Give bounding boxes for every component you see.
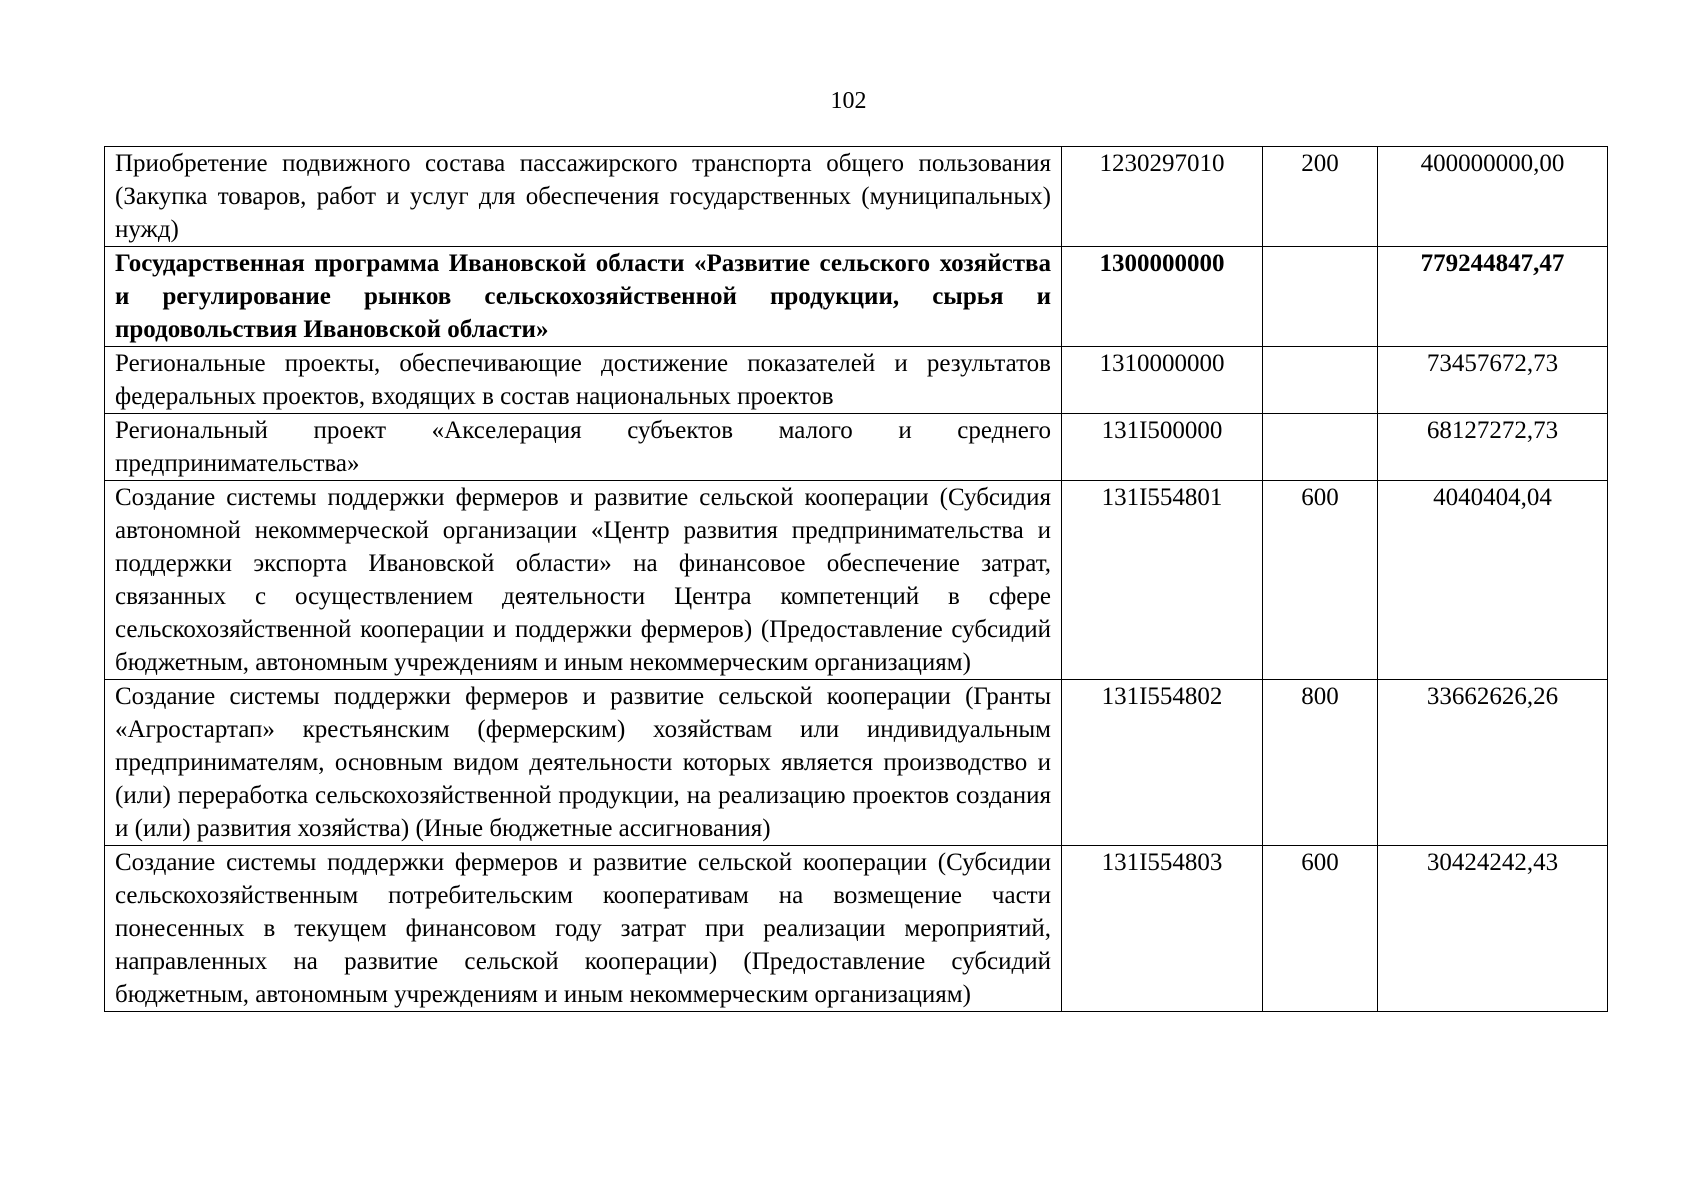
expense-type-cell: 800 bbox=[1263, 680, 1378, 846]
budget-table bbox=[104, 146, 1608, 1012]
expense-name-cell: Региональные проекты, обеспечивающие достижение показателей и результатов федеральных проектов, входящих в состав национальных проектов bbox=[105, 347, 1062, 414]
expense-name-cell: Региональный проект «Акселерация субъектов малого и среднего предпринимательства» bbox=[105, 414, 1062, 481]
expense-name-cell: Государственная программа Ивановской области «Развитие сельского хозяйства и регулирование рынков сельскохозяйственной продукции, сырья и продовольствия Ивановской области» bbox=[105, 247, 1062, 347]
target-code-cell: 131I554801 bbox=[1062, 481, 1263, 680]
table-row bbox=[105, 147, 1608, 247]
expense-name-cell: Создание системы поддержки фермеров и развитие сельской кооперации (Субсидия автономной некоммерческой организации «Центр развития предпринимательства и поддержки экспорта Ивановской области» на финансовое обеспечение затрат, связанных с осуществлением деятельности Центра компетенций в сфере сельскохозяйственной кооперации и поддержки фермеров) (Предоставление субсидий бюджетным, автономным учреждениям и иным некоммерческим организациям) bbox=[105, 481, 1062, 680]
target-code-cell: 131I554803 bbox=[1062, 846, 1263, 1012]
table-row bbox=[105, 680, 1608, 846]
target-code-cell: 1230297010 bbox=[1062, 147, 1263, 247]
expense-type-cell: 200 bbox=[1263, 147, 1378, 247]
expense-type-cell: 600 bbox=[1263, 846, 1378, 1012]
table-row bbox=[105, 414, 1608, 481]
target-code-cell: 131I500000 bbox=[1062, 414, 1263, 481]
amount-cell: 4040404,04 bbox=[1378, 481, 1608, 680]
expense-name-cell: Создание системы поддержки фермеров и развитие сельской кооперации (Субсидии сельскохозяйственным потребительским кооперативам на возмещение части понесенных в текущем финансовом году затрат при реализации мероприятий, направленных на развитие сельской кооперации) (Предоставление субсидий бюджетным, автономным учреждениям и иным некоммерческим организациям) bbox=[105, 846, 1062, 1012]
target-code-cell: 1310000000 bbox=[1062, 347, 1263, 414]
target-code-cell: 1300000000 bbox=[1062, 247, 1263, 347]
amount-cell: 73457672,73 bbox=[1378, 347, 1608, 414]
page-number: 102 bbox=[830, 88, 867, 114]
amount-cell: 30424242,43 bbox=[1378, 846, 1608, 1012]
amount-cell: 33662626,26 bbox=[1378, 680, 1608, 846]
table-row-program bbox=[105, 247, 1608, 347]
expense-name-cell: Приобретение подвижного состава пассажирского транспорта общего пользования (Закупка товаров, работ и услуг для обеспечения государственных (муниципальных) нужд) bbox=[105, 147, 1062, 247]
amount-cell: 779244847,47 bbox=[1378, 247, 1608, 347]
budget-table-body bbox=[105, 147, 1608, 1012]
expense-type-cell bbox=[1263, 414, 1378, 481]
target-code-cell: 131I554802 bbox=[1062, 680, 1263, 846]
table-row bbox=[105, 481, 1608, 680]
expense-type-cell: 600 bbox=[1263, 481, 1378, 680]
expense-name-cell: Создание системы поддержки фермеров и развитие сельской кооперации (Гранты «Агростартап» крестьянским (фермерским) хозяйствам или индивидуальным предпринимателям, основным видом деятельности которых является производство и (или) переработка сельскохозяйственной продукции, на реализацию проектов создания и (или) развития хозяйства) (Иные бюджетные ассигнования) bbox=[105, 680, 1062, 846]
table-row bbox=[105, 846, 1608, 1012]
amount-cell: 400000000,00 bbox=[1378, 147, 1608, 247]
expense-type-cell bbox=[1263, 347, 1378, 414]
amount-cell: 68127272,73 bbox=[1378, 414, 1608, 481]
expense-type-cell bbox=[1263, 247, 1378, 347]
table-row bbox=[105, 347, 1608, 414]
